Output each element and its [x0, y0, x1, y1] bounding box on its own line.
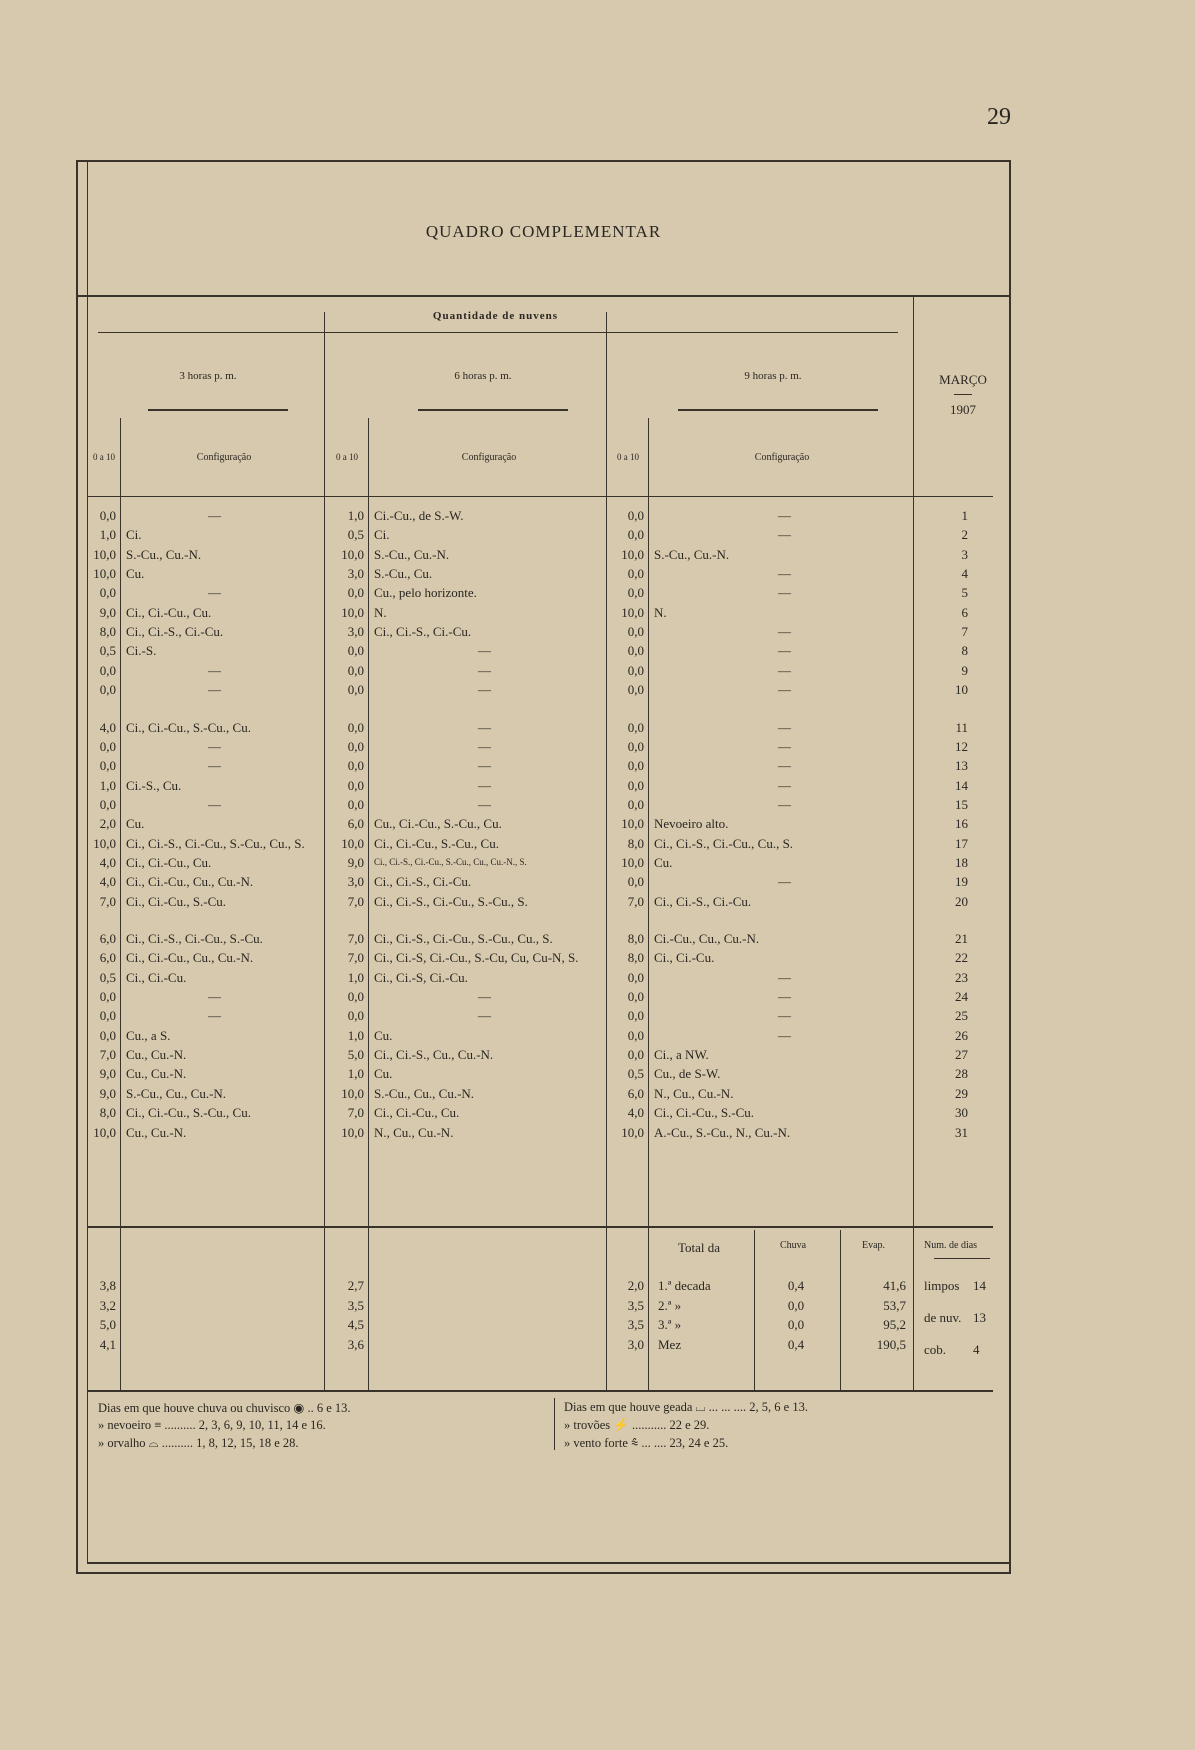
- month-year-rule: [954, 394, 972, 395]
- summary-period-label: 1.ª decada: [658, 1278, 711, 1293]
- cloud-config-6pm: Ci., Ci.-S., Ci.-Cu.: [374, 874, 472, 890]
- cloud-amount-6pm: 10,0: [341, 1124, 364, 1140]
- cloud-amount-3pm: 4,0: [99, 854, 116, 870]
- summary-header-dias: Num. de dias: [924, 1240, 978, 1251]
- day-number: 5: [961, 585, 968, 601]
- days-clear-label: limpos: [924, 1278, 960, 1293]
- cloud-config-9pm: Ci.-Cu., Cu., Cu.-N.: [654, 931, 760, 946]
- cloud-amount-6pm: 0,0: [347, 796, 364, 812]
- cloud-config-9pm: S.-Cu., Cu.-N.: [654, 546, 730, 562]
- dias-underline: [934, 1258, 990, 1259]
- summary-header-chuva: Chuva: [780, 1240, 807, 1251]
- cloud-amount-9pm: 8,0: [627, 950, 644, 966]
- summary-9pm: 3,5: [627, 1317, 644, 1332]
- cloud-config-6pm: Cu., Ci.-Cu., S.-Cu., Cu.: [374, 816, 502, 832]
- legend-wind: » vento forte ⩯ ... .... 23, 24 e 25.: [564, 1436, 729, 1450]
- cloud-config-6pm: —: [478, 643, 491, 659]
- cloud-config-9pm: —: [778, 796, 791, 812]
- cloud-amount-3pm: 4,0: [99, 719, 116, 735]
- cloud-config-6pm: Cu.: [374, 1066, 393, 1082]
- cloud-config-6pm: Ci., Ci.-S., Ci.-Cu., S.-Cu., Cu., Cu.-N., S.: [374, 856, 527, 867]
- cloud-amount-9pm: 4,0: [627, 1105, 644, 1121]
- summary-9pm: 2,0: [627, 1278, 644, 1293]
- day-number: 4: [961, 566, 968, 582]
- cloud-amount-6pm: 10,0: [341, 604, 364, 620]
- cloud-amount-9pm: 0,0: [627, 777, 644, 793]
- cloud-config-9pm: Nevoeiro alto.: [654, 816, 729, 832]
- day-number: 18: [955, 854, 968, 870]
- summary-divider-a: [754, 1230, 755, 1390]
- cloud-config-3pm: Ci., Ci.-Cu., S.-Cu., Cu.: [126, 1105, 251, 1121]
- cloud-config-6pm: Ci., Ci.-S., Cu., Cu.-N.: [374, 1047, 494, 1063]
- legend-fog: » nevoeiro ≡ .......... 2, 3, 6, 9, 10, 11, 14 e 16.: [98, 1418, 326, 1432]
- brace-6pm: [418, 409, 568, 411]
- cloud-config-6pm: Cu.: [374, 1027, 393, 1043]
- cloud-config-3pm: Cu.: [126, 566, 145, 582]
- cloud-amount-9pm: 0,0: [627, 682, 644, 698]
- cloud-config-9pm: Ci., Ci.-S., Ci.-Cu., Cu., S.: [654, 835, 794, 851]
- cloud-config-9pm: —: [778, 738, 791, 754]
- cloud-amount-6pm: 0,0: [347, 643, 364, 659]
- cloud-config-3pm: Cu., Cu.-N.: [126, 1066, 187, 1082]
- cloud-amount-9pm: 8,0: [627, 835, 644, 851]
- summary-3pm: 4,1: [99, 1336, 116, 1352]
- cloud-config-3pm: Ci., Ci.-Cu., Cu.: [126, 854, 212, 870]
- cloud-amount-9pm: 0,0: [627, 796, 644, 812]
- cloud-config-3pm: Ci., Ci.-S., Ci.-Cu., S.-Cu.: [126, 931, 263, 946]
- period-divider-2: [606, 312, 607, 1390]
- scale-header-6pm: 0 a 10: [336, 452, 358, 462]
- cloud-amount-6pm: 0,0: [347, 989, 364, 1005]
- cloud-config-9pm: —: [778, 777, 791, 793]
- cloud-config-9pm: —: [778, 566, 791, 582]
- cloud-config-9pm: Ci., Ci.-Cu., S.-Cu.: [654, 1105, 755, 1121]
- cloud-config-9pm: —: [778, 585, 791, 601]
- cloud-config-9pm: Ci., a NW.: [654, 1047, 709, 1063]
- cloud-config-3pm: Ci.-S.: [126, 643, 157, 659]
- cloud-config-9pm: —: [778, 1008, 791, 1024]
- cloud-amount-9pm: 0,0: [627, 1027, 644, 1043]
- cloud-amount-9pm: 0,0: [627, 758, 644, 774]
- day-number: 25: [955, 1008, 968, 1024]
- cloud-config-3pm: —: [208, 796, 221, 812]
- brace-9pm: [678, 409, 878, 411]
- cloud-amount-3pm: 0,0: [99, 1008, 116, 1024]
- summary-evap: 190,5: [876, 1336, 906, 1352]
- day-number: 19: [955, 874, 968, 890]
- cloud-amount-6pm: 1,0: [347, 508, 364, 523]
- cloud-amount-3pm: 10,0: [93, 1124, 116, 1140]
- cloud-amount-6pm: 1,0: [347, 969, 364, 985]
- cloud-amount-3pm: 10,0: [93, 546, 116, 562]
- cloud-amount-6pm: 1,0: [347, 1027, 364, 1043]
- cloud-config-3pm: —: [208, 585, 221, 601]
- cloud-config-3pm: Cu., a S.: [126, 1027, 171, 1043]
- summary-6pm: 4,5: [347, 1317, 364, 1332]
- cloud-config-3pm: —: [208, 682, 221, 698]
- cloud-config-6pm: —: [478, 989, 491, 1005]
- cloud-config-6pm: —: [478, 758, 491, 774]
- summary-evap: 41,6: [883, 1278, 906, 1293]
- day-number: 14: [955, 777, 968, 793]
- day-number: 31: [955, 1124, 968, 1140]
- cloud-config-6pm: N.: [374, 604, 387, 620]
- cloud-config-6pm: —: [478, 662, 491, 678]
- cloud-config-6pm: —: [478, 796, 491, 812]
- summary-3pm: 3,8: [99, 1278, 116, 1293]
- cloud-config-6pm: S.-Cu., Cu.-N.: [374, 546, 450, 562]
- cloud-amount-6pm: 7,0: [347, 931, 364, 946]
- cloud-config-6pm: —: [478, 682, 491, 698]
- cloud-amount-6pm: 3,0: [347, 566, 364, 582]
- cloud-config-9pm: —: [778, 682, 791, 698]
- rows-bottom-rule: [88, 1226, 993, 1228]
- period-header-6pm: 6 horas p. m.: [454, 370, 512, 382]
- cloud-config-3pm: Ci., Ci.-S., Ci.-Cu., S.-Cu., Cu., S.: [126, 835, 305, 851]
- cloud-amount-3pm: 2,0: [99, 816, 116, 832]
- cloud-amount-3pm: 6,0: [99, 950, 116, 966]
- period-header-3pm: 3 horas p. m.: [179, 370, 237, 382]
- cloud-amount-9pm: 0,0: [627, 566, 644, 582]
- cloud-amount-9pm: 10,0: [621, 1124, 644, 1140]
- day-number: 16: [955, 816, 968, 832]
- cloud-amount-9pm: 10,0: [621, 816, 644, 832]
- cloud-amount-3pm: 8,0: [99, 1105, 116, 1121]
- cloud-config-3pm: Ci.: [126, 527, 142, 543]
- cloud-config-3pm: Ci., Ci.-Cu., S.-Cu., Cu.: [126, 719, 251, 735]
- summary-9pm: 3,5: [627, 1297, 644, 1313]
- day-number: 8: [961, 643, 968, 659]
- cloud-config-3pm: S.-Cu., Cu., Cu.-N.: [126, 1085, 227, 1101]
- cloud-amount-3pm: 0,0: [99, 796, 116, 812]
- cloud-amount-3pm: 4,0: [99, 874, 116, 890]
- day-number: 1: [961, 508, 968, 523]
- cloud-config-3pm: —: [208, 1008, 221, 1024]
- config-header-9pm: Configuração: [754, 452, 810, 463]
- day-number: 12: [955, 738, 968, 754]
- summary-rain: 0,0: [787, 1317, 805, 1332]
- cloud-config-3pm: Ci., Ci.-S., Ci.-Cu.: [126, 624, 224, 640]
- cloud-amount-3pm: 0,0: [99, 989, 116, 1005]
- cloud-config-3pm: Cu.: [126, 816, 145, 832]
- cloud-amount-3pm: 8,0: [99, 624, 116, 640]
- cloud-config-9pm: —: [778, 662, 791, 678]
- cloud-config-3pm: Ci., Ci.-Cu.: [126, 969, 187, 985]
- cloud-amount-6pm: 3,0: [347, 874, 364, 890]
- cloud-config-6pm: Ci., Ci.-S, Ci.-Cu., S.-Cu, Cu, Cu-N, S.: [374, 950, 579, 966]
- cloud-amount-9pm: 0,0: [627, 585, 644, 601]
- cloud-config-3pm: —: [208, 989, 221, 1005]
- cloud-amount-6pm: 0,0: [347, 1008, 364, 1024]
- summary-3pm: 3,2: [99, 1297, 116, 1313]
- day-number: 23: [955, 969, 968, 985]
- cloud-config-3pm: S.-Cu., Cu.-N.: [126, 546, 202, 562]
- day-number: 15: [955, 796, 968, 812]
- cloud-amount-3pm: 0,0: [99, 758, 116, 774]
- summary-period-label: 3.ª »: [658, 1317, 682, 1332]
- table-frame: [76, 160, 1011, 1574]
- cloud-amount-9pm: 0,0: [627, 662, 644, 678]
- cloud-config-9pm: Ci., Ci.-S., Ci.-Cu.: [654, 893, 752, 909]
- cloud-amount-6pm: 10,0: [341, 1085, 364, 1101]
- cloud-amount-6pm: 1,0: [347, 1066, 364, 1082]
- cloud-config-3pm: Ci., Ci.-Cu., Cu., Cu.-N.: [126, 950, 254, 966]
- cloud-amount-6pm: 6,0: [347, 816, 364, 832]
- day-number: 29: [955, 1085, 968, 1101]
- day-number: 6: [961, 604, 968, 620]
- cloud-amount-9pm: 0,0: [627, 624, 644, 640]
- days-clear-value: 14: [973, 1278, 986, 1293]
- cloud-amount-3pm: 7,0: [99, 893, 116, 909]
- legend-rain: Dias em que houve chuva ou chuvisco ◉ .. 6 e 13.: [98, 1401, 351, 1415]
- cloud-amount-3pm: 0,0: [99, 585, 116, 601]
- cloud-amount-9pm: 0,0: [627, 643, 644, 659]
- summary-divider-b: [840, 1230, 841, 1390]
- cloud-config-3pm: Cu., Cu.-N.: [126, 1124, 187, 1140]
- day-number: 21: [955, 931, 968, 946]
- cloud-amount-9pm: 0,0: [627, 508, 644, 523]
- days-overcast-label: cob.: [924, 1342, 947, 1357]
- cloud-amount-3pm: 0,0: [99, 1027, 116, 1043]
- cloud-amount-9pm: 0,0: [627, 719, 644, 735]
- config-header-3pm: Configuração: [196, 452, 252, 463]
- cloud-config-9pm: —: [778, 1027, 791, 1043]
- days-cloudy-value: 13: [973, 1310, 986, 1325]
- day-number: 20: [955, 893, 968, 909]
- day-number: 26: [955, 1027, 968, 1043]
- cloud-config-6pm: Ci., Ci.-S., Ci.-Cu., S.-Cu., Cu., S.: [374, 931, 553, 946]
- cloud-amount-3pm: 10,0: [93, 835, 116, 851]
- day-number: 22: [955, 950, 968, 966]
- cloud-config-9pm: —: [778, 719, 791, 735]
- cloud-amount-3pm: 1,0: [99, 527, 116, 543]
- cloud-config-9pm: —: [778, 527, 791, 543]
- page-number: 29: [987, 104, 1011, 130]
- summary-header-total: Total da: [678, 1240, 721, 1255]
- cloud-config-6pm: Cu., pelo horizonte.: [374, 585, 477, 601]
- summary-bottom-rule: [88, 1390, 993, 1392]
- cloud-amount-3pm: 0,0: [99, 508, 116, 523]
- cloud-amount-3pm: 0,5: [99, 643, 116, 659]
- summary-period-label: Mez: [658, 1336, 682, 1352]
- summary-rain: 0,0: [787, 1297, 805, 1313]
- cloud-config-9pm: —: [778, 643, 791, 659]
- cloud-config-6pm: —: [478, 1008, 491, 1024]
- cloud-config-3pm: Ci.-S., Cu.: [126, 777, 182, 793]
- cloud-amount-9pm: 7,0: [627, 893, 644, 909]
- cloud-amount-6pm: 10,0: [341, 835, 364, 851]
- summary-evap: 53,7: [883, 1297, 906, 1313]
- cloud-amount-6pm: 0,0: [347, 662, 364, 678]
- cloud-amount-6pm: 7,0: [347, 893, 364, 909]
- cloud-amount-3pm: 7,0: [99, 1047, 116, 1063]
- cloud-amount-6pm: 0,0: [347, 719, 364, 735]
- cloud-config-3pm: Ci., Ci.-Cu., Cu.: [126, 604, 212, 620]
- cloud-config-9pm: —: [778, 624, 791, 640]
- day-number: 28: [955, 1066, 968, 1082]
- group-header: Quantidade de nuvens: [432, 310, 559, 322]
- cloud-amount-9pm: 0,0: [627, 1008, 644, 1024]
- day-number: 9: [961, 662, 968, 678]
- summary-6pm: 2,7: [347, 1278, 364, 1293]
- cloud-amount-6pm: 0,0: [347, 738, 364, 754]
- days-cloudy-label: de nuv.: [924, 1310, 962, 1325]
- cloud-config-6pm: Ci., Ci.-S, Ci.-Cu.: [374, 969, 468, 985]
- cloud-config-3pm: —: [208, 758, 221, 774]
- cloud-amount-6pm: 7,0: [347, 950, 364, 966]
- cloud-amount-6pm: 0,0: [347, 758, 364, 774]
- cloud-config-6pm: —: [478, 719, 491, 735]
- config-header-6pm: Configuração: [461, 452, 517, 463]
- cloud-amount-9pm: 8,0: [627, 931, 644, 946]
- cloud-config-9pm: —: [778, 989, 791, 1005]
- legend-thunder: » trovões ⚡ ........... 22 e 29.: [564, 1418, 710, 1432]
- cloud-config-3pm: —: [208, 738, 221, 754]
- cloud-config-6pm: Ci., Ci.-S., Ci.-Cu., S.-Cu., S.: [374, 893, 528, 909]
- cloud-amount-3pm: 1,0: [99, 777, 116, 793]
- period-divider-1: [324, 312, 325, 1390]
- cloud-amount-9pm: 0,0: [627, 874, 644, 890]
- year-header: 1907: [950, 402, 976, 417]
- cloud-config-6pm: Ci.: [374, 527, 390, 543]
- cloud-amount-3pm: 0,5: [99, 969, 116, 985]
- day-number: 30: [955, 1105, 968, 1121]
- cloud-amount-6pm: 7,0: [347, 1105, 364, 1121]
- day-number: 27: [955, 1047, 968, 1063]
- cloud-config-9pm: —: [778, 874, 791, 890]
- cloud-amount-9pm: 0,5: [627, 1066, 644, 1082]
- cloud-config-3pm: —: [208, 508, 221, 523]
- cloud-amount-6pm: 0,0: [347, 777, 364, 793]
- cloud-config-9pm: A.-Cu., S.-Cu., N., Cu.-N.: [654, 1124, 791, 1140]
- cloud-config-6pm: Ci.-Cu., de S.-W.: [374, 508, 464, 523]
- cloud-config-9pm: Cu., de S-W.: [654, 1066, 721, 1082]
- day-number: 13: [955, 758, 968, 774]
- sub-divider-9pm: [648, 418, 649, 1390]
- cloud-amount-3pm: 0,0: [99, 662, 116, 678]
- day-number: 24: [955, 989, 968, 1005]
- cloud-config-9pm: N., Cu., Cu.-N.: [654, 1085, 734, 1101]
- cloud-amount-3pm: 9,0: [99, 604, 116, 620]
- cloud-config-6pm: N., Cu., Cu.-N.: [374, 1124, 454, 1140]
- day-number: 10: [955, 682, 968, 698]
- title-divider: [78, 295, 1009, 297]
- header-bottom-rule: [88, 496, 993, 497]
- cloud-config-6pm: —: [478, 777, 491, 793]
- cloud-amount-3pm: 9,0: [99, 1066, 116, 1082]
- cloud-amount-6pm: 0,5: [347, 527, 364, 543]
- brace-3pm: [148, 409, 288, 411]
- days-overcast-value: 4: [973, 1342, 980, 1357]
- cloud-config-9pm: Cu.: [654, 854, 673, 870]
- cloud-amount-6pm: 3,0: [347, 624, 364, 640]
- day-number: 17: [955, 835, 968, 851]
- cloud-amount-3pm: 6,0: [99, 931, 116, 946]
- page-title: QUADRO COMPLEMENTAR: [425, 222, 662, 241]
- cloud-amount-9pm: 0,0: [627, 527, 644, 543]
- summary-rain: 0,4: [787, 1336, 805, 1352]
- cloud-amount-9pm: 0,0: [627, 969, 644, 985]
- cloud-config-3pm: —: [208, 662, 221, 678]
- cloud-amount-9pm: 6,0: [627, 1085, 644, 1101]
- cloud-amount-6pm: 5,0: [347, 1047, 364, 1063]
- cloud-amount-9pm: 10,0: [621, 854, 644, 870]
- day-number: 2: [961, 527, 968, 543]
- cloud-amount-3pm: 0,0: [99, 738, 116, 754]
- legend-frost: Dias em que houve geada ⌴ ... ... .... 2, 5, 6 e 13.: [564, 1400, 808, 1414]
- summary-6pm: 3,5: [347, 1297, 364, 1313]
- day-number: 7: [961, 624, 968, 640]
- cloud-config-3pm: Ci., Ci.-Cu., Cu., Cu.-N.: [126, 874, 254, 890]
- cloud-config-6pm: Ci., Ci.-Cu., Cu.: [374, 1105, 460, 1121]
- cloud-amount-3pm: 0,0: [99, 682, 116, 698]
- cloud-amount-3pm: 10,0: [93, 566, 116, 582]
- cloud-amount-6pm: 0,0: [347, 585, 364, 601]
- month-header: MARÇO: [939, 372, 987, 387]
- cloud-amount-9pm: 10,0: [621, 604, 644, 620]
- scale-header-9pm: 0 a 10: [617, 452, 639, 462]
- cloud-config-6pm: S.-Cu., Cu., Cu.-N.: [374, 1085, 475, 1101]
- cloud-config-9pm: N.: [654, 604, 667, 620]
- sub-divider-6pm: [368, 418, 369, 1390]
- sub-divider-3pm: [120, 418, 121, 1390]
- period-header-9pm: 9 horas p. m.: [744, 370, 802, 382]
- cloud-amount-6pm: 9,0: [347, 854, 364, 870]
- summary-6pm: 3,6: [347, 1336, 364, 1352]
- cloud-config-9pm: Ci., Ci.-Cu.: [654, 950, 715, 966]
- cloud-config-3pm: Cu., Cu.-N.: [126, 1047, 187, 1063]
- legend-dew: » orvalho ⌓ .......... 1, 8, 12, 15, 18 e 28.: [98, 1436, 299, 1450]
- cloud-amount-9pm: 0,0: [627, 989, 644, 1005]
- cloud-config-6pm: Ci., Ci.-Cu., S.-Cu., Cu.: [374, 835, 499, 851]
- cloud-config-6pm: —: [478, 738, 491, 754]
- cloud-config-3pm: Ci., Ci.-Cu., S.-Cu.: [126, 893, 227, 909]
- cloud-config-9pm: —: [778, 508, 791, 523]
- summary-9pm: 3,0: [627, 1336, 644, 1352]
- scale-header-3pm: 0 a 10: [93, 452, 115, 462]
- cloud-amount-6pm: 0,0: [347, 682, 364, 698]
- cloud-config-9pm: —: [778, 758, 791, 774]
- cloud-amount-9pm: 0,0: [627, 1047, 644, 1063]
- group-underline: [98, 332, 898, 333]
- day-number: 11: [955, 719, 968, 735]
- cloud-config-6pm: S.-Cu., Cu.: [374, 566, 433, 582]
- cloud-config-6pm: Ci., Ci.-S., Ci.-Cu.: [374, 624, 472, 640]
- cloud-amount-9pm: 10,0: [621, 546, 644, 562]
- cloud-amount-9pm: 0,0: [627, 738, 644, 754]
- summary-period-label: 2.ª »: [658, 1297, 682, 1313]
- summary-3pm: 5,0: [99, 1317, 116, 1332]
- cloud-amount-3pm: 9,0: [99, 1085, 116, 1101]
- summary-evap: 95,2: [883, 1317, 906, 1332]
- day-number: 3: [961, 546, 968, 562]
- summary-header-evap: Evap.: [862, 1240, 886, 1251]
- cloud-config-9pm: —: [778, 969, 791, 985]
- cloud-amount-6pm: 10,0: [341, 546, 364, 562]
- legend-divider: [554, 1398, 555, 1450]
- summary-rain: 0,4: [787, 1278, 805, 1293]
